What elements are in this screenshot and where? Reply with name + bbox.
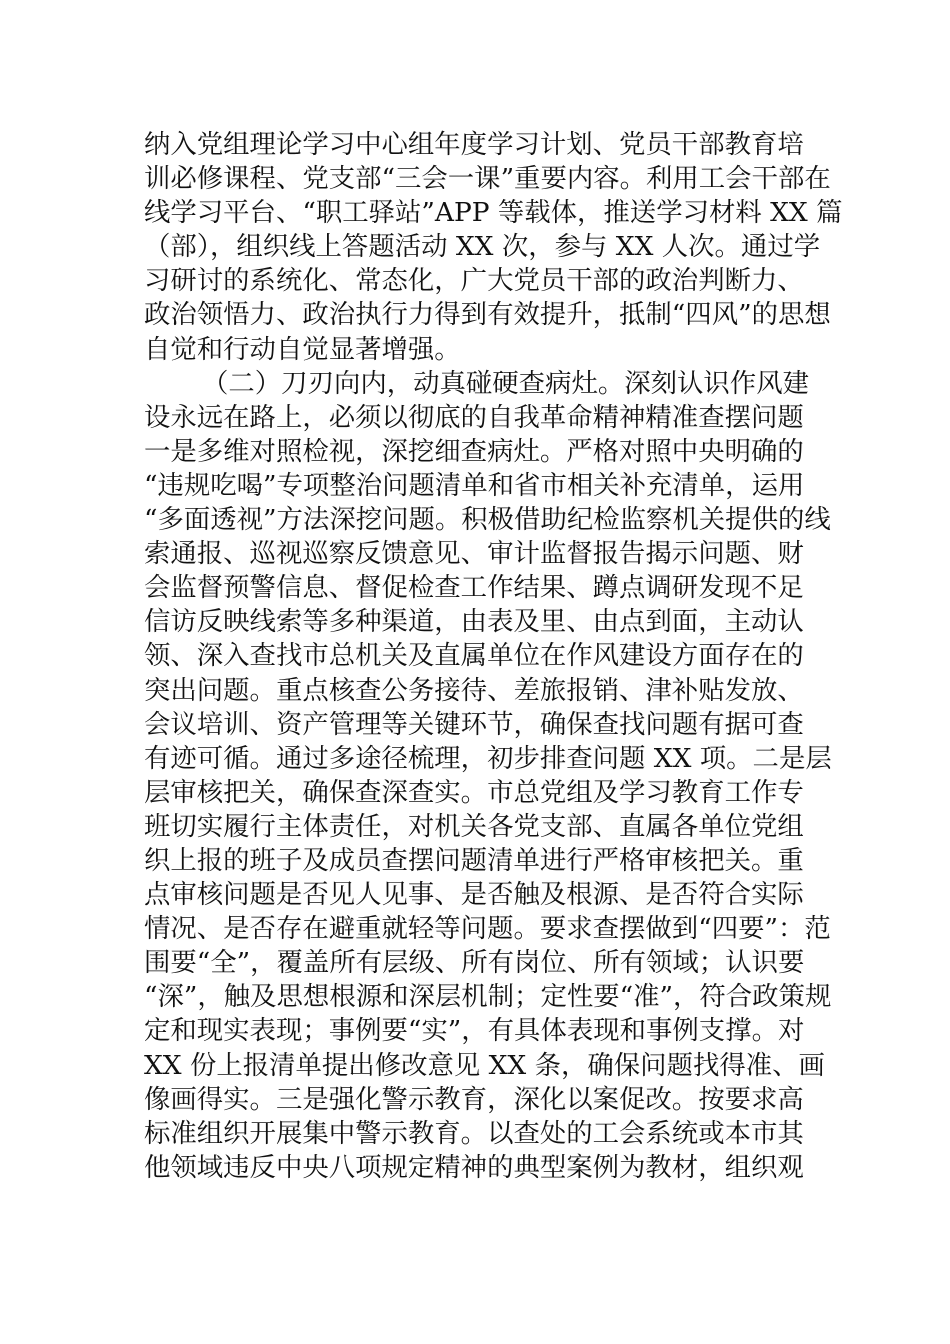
text-line: 情况、是否存在避重就轻等问题。要求查摆做到“四要”：范 [144, 913, 831, 945]
text-line: 层审核把关，确保查深查实。市总党组及学习教育工作专 [144, 776, 804, 808]
text-line: 信访反映线索等多种渠道，由表及里、由点到面，主动认 [144, 606, 804, 638]
text-line: 会监督预警信息、督促检查工作结果、蹲点调研发现不足 [144, 572, 804, 604]
text-line: 定和现实表现；事例要“实”，有具体表现和事例支撑。对 [144, 1015, 805, 1047]
text-line: （部），组织线上答题活动 XX 次，参与 XX 人次。通过学 [144, 231, 821, 263]
text-line: 设永远在路上，必须以彻底的自我革命精神精准查摆问题 [144, 401, 804, 433]
text-line: 线学习平台、“职工驿站”APP 等载体，推送学习材料 XX 篇 [144, 197, 843, 229]
text-line: 纳入党组理论学习中心组年度学习计划、党员干部教育培 [144, 129, 804, 160]
text-line: 政治领悟力、政治执行力得到有效提升，抵制“四风”的思想 [144, 299, 831, 331]
section-heading-line: （二）刀刃向内，动真碰硬查病灶。深刻认识作风建 [202, 367, 809, 399]
text-line: 有迹可循。通过多途径梳理，初步排查问题 XX 项。二是层 [144, 742, 832, 774]
text-line: “违规吃喝”专项整治问题清单和省市相关补充清单，运用 [144, 469, 805, 501]
text-line: “深”，触及思想根源和深层机制；定性要“准”，符合政策规 [144, 981, 832, 1013]
document-body [144, 128, 843, 1185]
text-line: “多面透视”方法深挖问题。积极借助纪检监察机关提供的线 [144, 504, 831, 536]
text-line: XX 份上报清单提出修改意见 XX 条，确保问题找得准、画 [144, 1049, 825, 1081]
text-line: 班切实履行主体责任，对机关各党支部、直属各单位党组 [144, 810, 804, 842]
text-line: 会议培训、资产管理等关键环节，确保查找问题有据可查 [144, 708, 804, 740]
text-line: 围要“全”，覆盖所有层级、所有岗位、所有领域；认识要 [144, 947, 805, 979]
text-line: 一是多维对照检视，深挖细查病灶。严格对照中央明确的 [144, 435, 804, 467]
text-line: 领、深入查找市总机关及直属单位在作风建设方面存在的 [144, 640, 804, 672]
text-line: 点审核问题是否见人见事、是否触及根源、是否符合实际 [144, 879, 804, 911]
text-line: 标准组织开展集中警示教育。以查处的工会系统或本市其 [144, 1117, 804, 1149]
text-line: 索通报、巡视巡察反馈意见、审计监督报告揭示问题、财 [144, 538, 804, 570]
text-line: 突出问题。重点核查公务接待、差旅报销、津补贴发放、 [144, 674, 804, 706]
text-line: 习研讨的系统化、常态化，广大党员干部的政治判断力、 [144, 265, 804, 297]
text-line: 训必修课程、党支部“三会一课”重要内容。利用工会干部在 [144, 163, 831, 195]
text-line: 像画得实。三是强化警示教育，深化以案促改。按要求高 [144, 1083, 804, 1115]
text-line: 自觉和行动自觉显著增强。 [144, 333, 461, 365]
text-line: 织上报的班子及成员查摆问题清单进行严格审核把关。重 [144, 844, 804, 876]
text-line: 他领域违反中央八项规定精神的典型案例为教材，组织观 [144, 1151, 804, 1183]
